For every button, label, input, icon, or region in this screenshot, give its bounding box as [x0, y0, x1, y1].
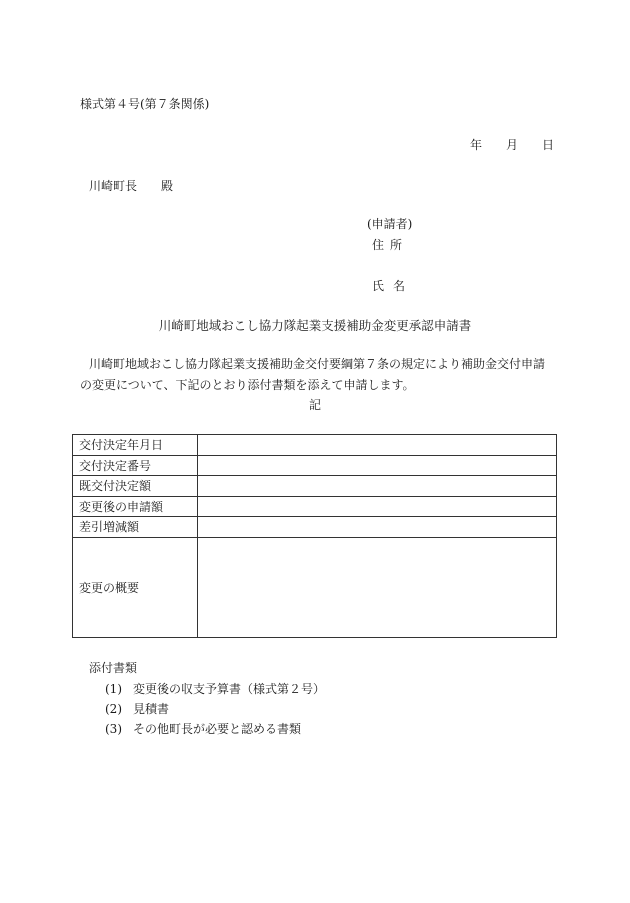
row-value-revised-amount[interactable] — [198, 496, 557, 517]
form-number-label: 様式第４号(第７条関係) — [80, 97, 210, 111]
table-row — [73, 435, 557, 456]
attachment-item — [105, 721, 301, 737]
attachment-text: その他町長が必要と認める書類 — [133, 722, 302, 736]
recipient-line: 川崎町長 殿 — [89, 179, 174, 193]
attachment-text: 変更後の収支予算書（様式第２号） — [133, 682, 326, 696]
attachment-number: (2) — [105, 702, 122, 716]
row-value-change-summary[interactable] — [198, 537, 557, 637]
row-label-change-summary: 変更の概要 — [73, 537, 198, 637]
applicant-heading: (申請者) — [367, 217, 413, 231]
document-title: 川崎町地域おこし協力隊起業支援補助金変更承認申請書 — [158, 318, 472, 333]
table-row — [73, 517, 557, 538]
row-label-grant-decision-number: 交付決定番号 — [73, 455, 198, 476]
row-label-difference-amount: 差引増減額 — [73, 517, 198, 538]
date-day-label: 日 — [542, 138, 555, 152]
address-label: 住所 — [372, 238, 409, 252]
ki-mark: 記 — [308, 398, 321, 412]
table-row — [73, 537, 557, 637]
row-value-existing-grant-amount[interactable] — [198, 476, 557, 497]
row-value-grant-decision-number[interactable] — [198, 455, 557, 476]
attachments-heading: 添付書類 — [89, 661, 138, 675]
date-year-label: 年 — [470, 138, 483, 152]
attachment-item — [105, 701, 169, 717]
attachment-text: 見積書 — [133, 702, 170, 716]
row-label-existing-grant-amount: 既交付決定額 — [73, 476, 198, 497]
row-label-revised-amount: 変更後の申請額 — [73, 496, 198, 517]
attachment-number: (3) — [105, 722, 122, 736]
row-value-grant-decision-date[interactable] — [198, 435, 557, 456]
table-row — [73, 496, 557, 517]
table-row — [73, 476, 557, 497]
body-paragraph: 川崎町地域おこし協力隊起業支援補助金交付要綱第７条の規定により補助金交付申請の変更について、下記のとおり添付書類を添えて申請します。 — [80, 357, 546, 392]
date-month-label: 月 — [506, 138, 519, 152]
row-value-difference-amount[interactable] — [198, 517, 557, 538]
attachment-number: (1) — [105, 682, 122, 696]
table-row — [73, 455, 557, 476]
attachment-item — [105, 681, 325, 697]
details-table — [72, 434, 557, 638]
name-label: 氏名 — [372, 279, 415, 293]
row-label-grant-decision-date: 交付決定年月日 — [73, 435, 198, 456]
